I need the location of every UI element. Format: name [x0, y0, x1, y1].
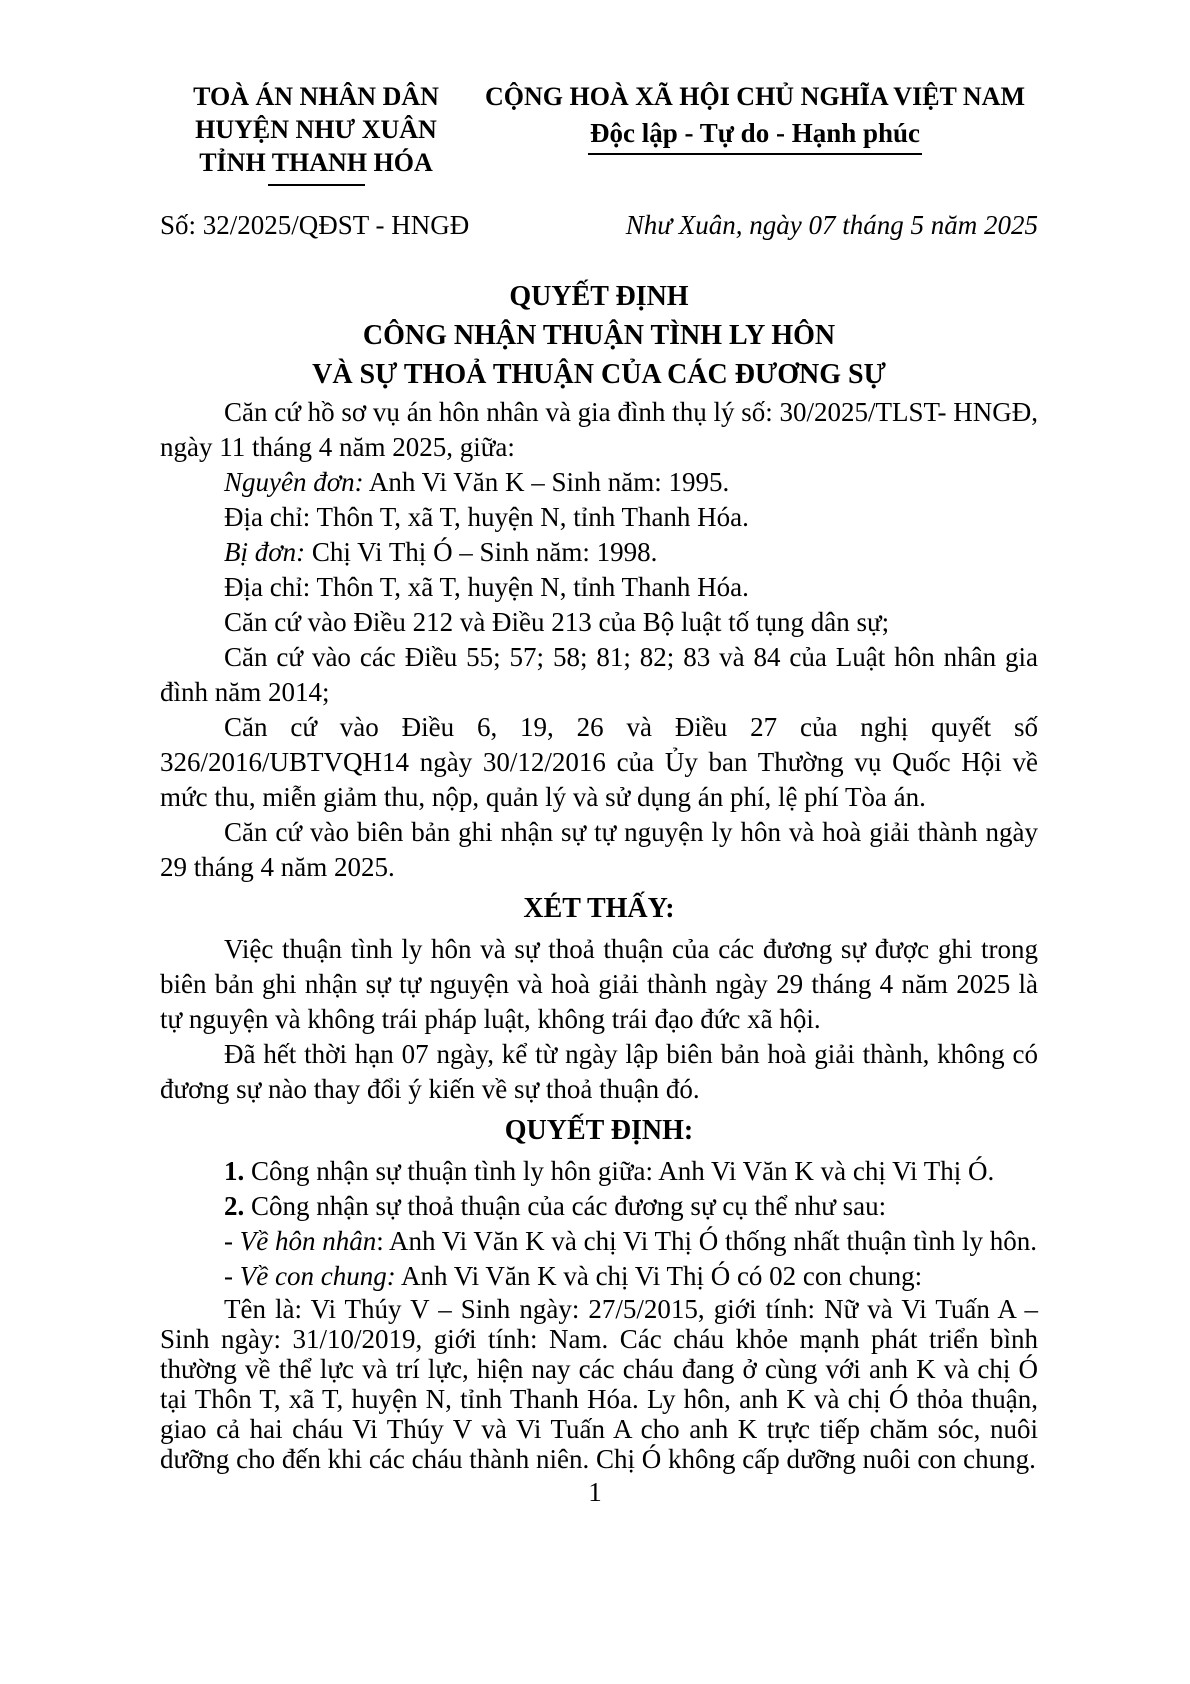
- national-title: CỘNG HOÀ XÃ HỘI CHỦ NGHĨA VIỆT NAM: [484, 82, 1026, 111]
- decision-1-number: 1.: [224, 1156, 245, 1186]
- section-heading-xet-thay: XÉT THẤY:: [523, 893, 675, 924]
- marriage-item-dash: -: [224, 1226, 240, 1256]
- decision-2-number: 2.: [224, 1191, 245, 1221]
- court-name-block: [160, 80, 472, 186]
- marriage-item-text: : Anh Vi Văn K và chị Vi Thị Ó thống nhất thuận tình ly hôn.: [376, 1226, 1037, 1256]
- document-title-line-1: QUYẾT ĐỊNH: [509, 281, 689, 312]
- paragraph-defendant: [160, 535, 1038, 570]
- document-number: Số: 32/2025/QĐST - HNGĐ: [160, 210, 470, 240]
- court-name-line-1: TOÀ ÁN NHÂN DÂN: [193, 82, 439, 111]
- national-motto: Độc lập - Tự do - Hạnh phúc: [588, 116, 922, 155]
- decision-2-text: Công nhận sự thoả thuận của các đương sự cụ thể như sau:: [244, 1191, 887, 1221]
- paragraph-marriage-item: [160, 1224, 1038, 1259]
- defendant-info: Chị Vi Thị Ó – Sinh năm: 1998.: [305, 537, 658, 567]
- decision-1-text: Công nhận sự thuận tình ly hôn giữa: Anh Vi Văn K và chị Vi Thị Ó.: [244, 1156, 995, 1186]
- children-item-dash: -: [224, 1261, 240, 1291]
- children-item-text: Anh Vi Văn K và chị Vi Thị Ó có 02 con chung:: [395, 1261, 923, 1291]
- marriage-item-label: Về hôn nhân: [239, 1226, 377, 1256]
- paragraph-findings-2: Đã hết thời hạn 07 ngày, kể từ ngày lập biên bản hoà giải thành, không có đương sự nào thay đổi ý kiến về sự thoả thuận đó.: [160, 1039, 1038, 1104]
- plaintiff-label: Nguyên đơn:: [224, 467, 364, 497]
- paragraph-legal-basis-4: Căn cứ vào biên bản ghi nhận sự tự nguyện ly hôn và hoà giải thành ngày 29 tháng 4 năm 2025.: [160, 817, 1038, 882]
- document-title-line-3: VÀ SỰ THOẢ THUẬN CỦA CÁC ĐƯƠNG SỰ: [312, 359, 886, 390]
- children-item-label: Về con chung:: [239, 1261, 396, 1291]
- paragraph-defendant-address: Địa chỉ: Thôn T, xã T, huyện N, tỉnh Thanh Hóa.: [224, 572, 749, 602]
- document-meta-row: [160, 208, 1038, 243]
- defendant-label: Bị đơn:: [224, 537, 306, 567]
- plaintiff-info: Anh Vi Văn K – Sinh năm: 1995.: [363, 467, 730, 497]
- document-body: [160, 395, 1038, 1474]
- paragraph-legal-basis-3: Căn cứ vào Điều 6, 19, 26 và Điều 27 của nghị quyết số 326/2016/UBTVQH14 ngày 30/12/2016 của Ủy ban Thường vụ Quốc Hội về mức thu, miễn giảm thu, nộp, quản lý và sử dụng án phí, lệ phí Tòa án.: [160, 712, 1038, 812]
- paragraph-findings-1: Việc thuận tình ly hôn và sự thoả thuận của các đương sự được ghi trong biên bản ghi nhận sự tự nguyện và hoà giải thành ngày 29 tháng 4 năm 2025 là tự nguyện và không trái pháp luật, không trái đạo đức xã hội.: [160, 934, 1038, 1034]
- page-number: 1: [588, 1477, 602, 1507]
- document-title-line-2: CÔNG NHẬN THUẬN TÌNH LY HÔN: [362, 320, 836, 351]
- paragraph-plaintiff-address: Địa chỉ: Thôn T, xã T, huyện N, tỉnh Thanh Hóa.: [224, 502, 749, 532]
- paragraph-decision-2: [160, 1189, 1038, 1224]
- paragraph-children-detail: Tên là: Vi Thúy V – Sinh ngày: 27/5/2015, giới tính: Nữ và Vi Tuấn A – Sinh ngày: 31/10/2019, giới tính: Nam. Các cháu khỏe mạnh phát triển bình thường về thể lực và trí lực, hiện nay các cháu đang ở cùng với anh K và chị Ó tại Thôn T, xã T, huyện N, tỉnh Thanh Hóa. Ly hôn, anh K và chị Ó thỏa thuận, giao cả hai cháu Vi Thúy V và Vi Tuấn A cho anh K trực tiếp chăm sóc, nuôi dưỡng cho đến khi các cháu thành niên. Chị Ó không cấp dưỡng nuôi con chung.: [160, 1294, 1038, 1474]
- document-title: [160, 277, 1038, 394]
- paragraph-children-item: [160, 1259, 1038, 1294]
- section-heading-quyet-dinh: QUYẾT ĐỊNH:: [504, 1115, 694, 1146]
- national-header-block: [472, 80, 1038, 155]
- paragraph-plaintiff: [160, 465, 1038, 500]
- paragraph-decision-1: [160, 1154, 1038, 1189]
- paragraph-legal-basis-2: Căn cứ vào các Điều 55; 57; 58; 81; 82; 83 và 84 của Luật hôn nhân gia đình năm 2014;: [160, 642, 1038, 707]
- court-name-underline: [268, 184, 365, 186]
- document-header: [160, 80, 1038, 186]
- court-name-line-3: TỈNH THANH HÓA: [199, 148, 433, 177]
- place-and-date: Như Xuân, ngày 07 tháng 5 năm 2025: [625, 210, 1038, 240]
- paragraph-legal-basis-1: Căn cứ vào Điều 212 và Điều 213 của Bộ luật tố tụng dân sự;: [224, 607, 890, 637]
- court-name-line-2: HUYỆN NHƯ XUÂN: [195, 115, 437, 144]
- paragraph-intro: Căn cứ hồ sơ vụ án hôn nhân và gia đình thụ lý số: 30/2025/TLST- HNGĐ, ngày 11 tháng 4 năm 2025, giữa:: [160, 397, 1038, 462]
